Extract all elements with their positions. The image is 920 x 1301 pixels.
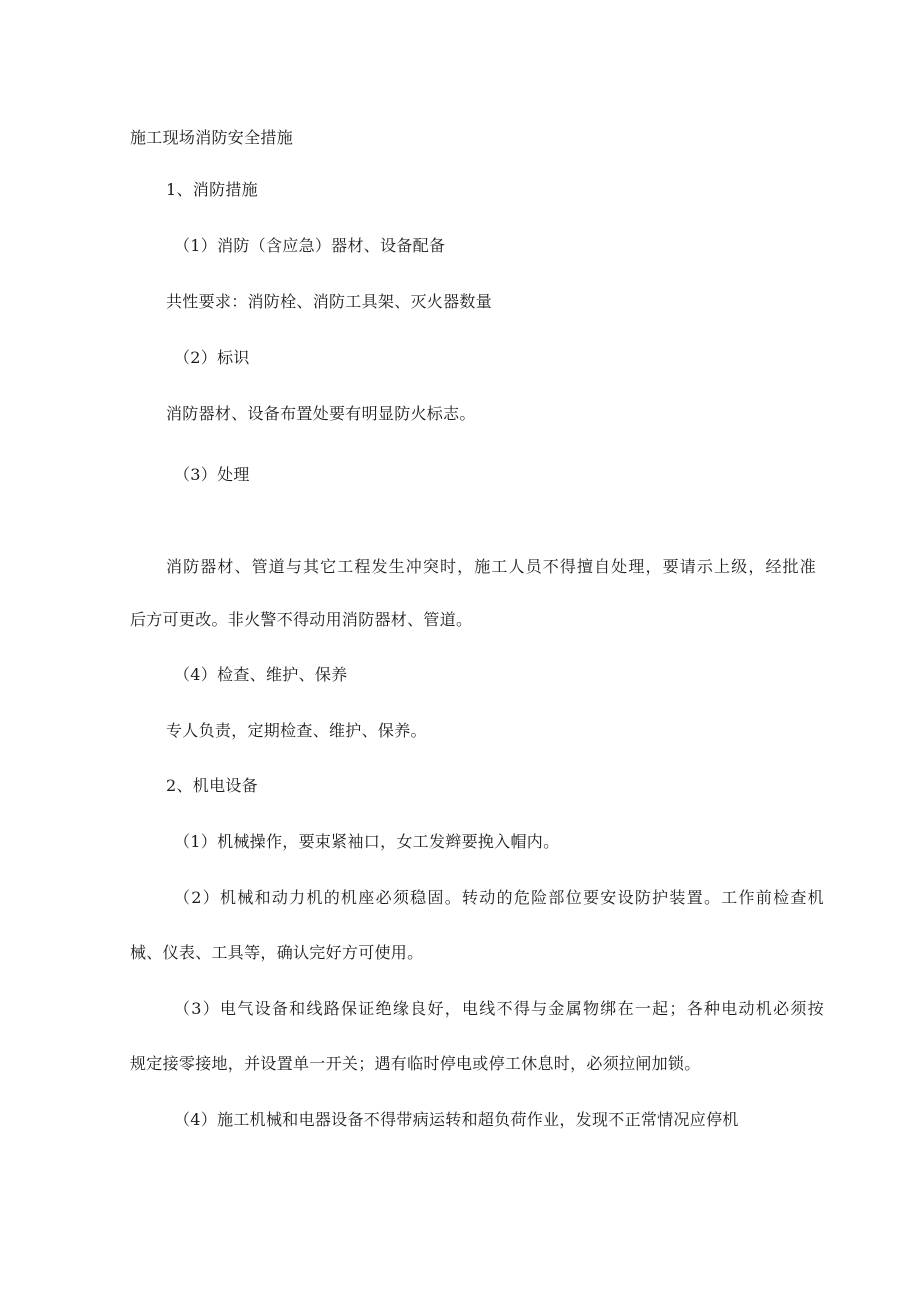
- section-2-item-1: （1）机械操作，要束紧袖口，女工发辫要挽入帽内。: [174, 832, 560, 851]
- section-1-heading: 1、消防措施: [166, 180, 258, 199]
- section-2-item-3-line-1: （3）电气设备和线路保证绝缘良好，电线不得与金属物绑在一起；各种电动机必须按: [174, 999, 824, 1018]
- document-title: 施工现场消防安全措施: [130, 128, 294, 147]
- section-1-item-4-body: 专人负责，定期检查、维护、保养。: [166, 721, 427, 740]
- section-1-item-3-body-line-1: 消防器材、管道与其它工程发生冲突时，施工人员不得擅自处理，要请示上级，经批准: [166, 557, 816, 576]
- section-1-item-2-heading: （2）标识: [174, 348, 250, 367]
- section-2-heading: 2、机电设备: [166, 776, 258, 795]
- section-2-item-2-line-2: 械、仪表、工具等，确认完好方可使用。: [130, 943, 424, 962]
- section-2-item-4-line-1: （4）施工机械和电器设备不得带病运转和超负荷作业，发现不正常情况应停机: [174, 1110, 739, 1129]
- section-1-item-3-body-line-2: 后方可更改。非火警不得动用消防器材、管道。: [130, 610, 473, 629]
- section-1-item-1-body: 共性要求：消防栓、消防工具架、灭火器数量: [166, 292, 493, 311]
- section-2-item-2-line-1: （2）机械和动力机的机座必须稳固。转动的危险部位要安设防护装置。工作前检查机: [174, 888, 824, 907]
- section-1-item-1-heading: （1）消防（含应急）器材、设备配备: [174, 236, 446, 255]
- section-1-item-3-heading: （3）处理: [174, 465, 250, 484]
- section-2-item-3-line-2: 规定接零接地，并设置单一开关；遇有临时停电或停工休息时，必须拉闸加锁。: [130, 1054, 701, 1073]
- section-1-item-2-body: 消防器材、设备布置处要有明显防火标志。: [166, 404, 476, 423]
- section-1-item-4-heading: （4）检查、维护、保养: [174, 665, 348, 684]
